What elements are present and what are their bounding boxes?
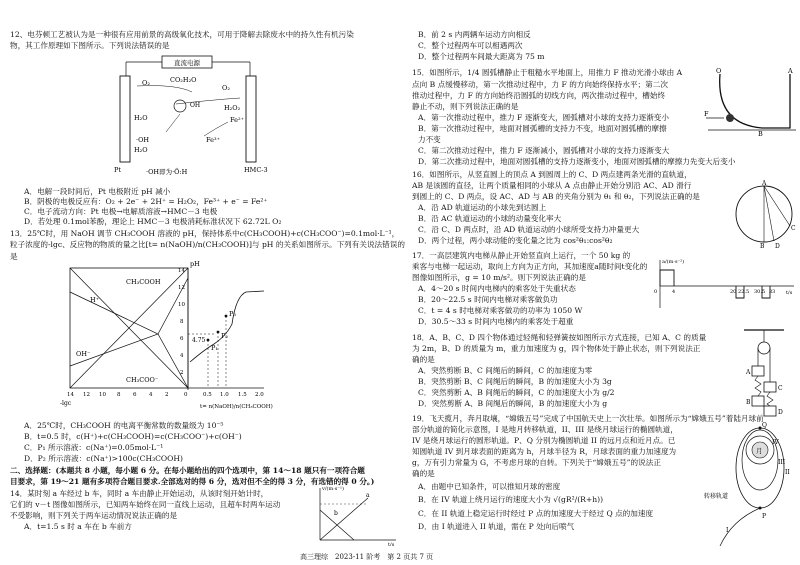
q19-stem-2: 部分轨道的简化示意图，I 是地月转移轨道，II、III 是绕月球运行的椭圆轨道， bbox=[412, 425, 678, 434]
phenol-ring-icon bbox=[174, 100, 186, 112]
q18-option-c: C．突然剪断 A、B 间绳后的瞬间，C 的加速度大小为 g/2 bbox=[418, 388, 615, 397]
q17-tlabel: t/s bbox=[786, 290, 793, 296]
q17-stem-2: 乘客与电梯一起运动，取向上方向为正方向，其加速度a随时间t变化的 bbox=[412, 262, 648, 271]
q14-option-a: A．t=1.5 s 时 a 车在 b 车前方 bbox=[24, 522, 132, 531]
q16-a: A bbox=[762, 180, 767, 187]
q12-power-label: 直流电源 bbox=[174, 59, 200, 67]
q15-option-b-2: 力不变 bbox=[418, 135, 441, 144]
q15-stem-2: 点向 B 点缓慢移动，第一次推动过程中，力 F 的方向始终保持水平；第二次 bbox=[412, 80, 668, 89]
q13-p2: P₂ bbox=[221, 332, 228, 340]
q13-rtick: 1.5 bbox=[238, 392, 247, 398]
page-footer: 高三理综 2023-11 阶考 第 2 页共 7 页 bbox=[300, 553, 434, 561]
q13-ph-figure bbox=[40, 258, 290, 418]
q17-ttick: 33 bbox=[769, 289, 776, 295]
q19-stem-6: 确的是 bbox=[412, 469, 435, 478]
q12-stem-2: 物，其工作原理如下图所示。下列说法错误的是 bbox=[10, 41, 170, 50]
q13-p3: P₃ bbox=[229, 310, 236, 318]
q13-p1: P₁ bbox=[211, 344, 218, 352]
q18-c: C bbox=[778, 385, 783, 392]
q19-iv: IV bbox=[772, 439, 779, 446]
q13-rtick: 1.0 bbox=[220, 392, 229, 398]
q17-ttick: 4 bbox=[672, 289, 676, 295]
q17-option-d: D．30.5～33 s 时间内电梯内的乘客处于超重 bbox=[418, 317, 574, 326]
q17-option-c: C．t = 4 s 时电梯对乘客做功的功率为 1050 W bbox=[418, 306, 583, 315]
q13-stem-3: 是 bbox=[10, 252, 18, 261]
svg-text:OH: OH bbox=[190, 102, 201, 109]
q15-arc-figure bbox=[702, 66, 798, 138]
q13-ltick: 2 bbox=[165, 392, 169, 398]
q13-left-ticks bbox=[67, 392, 188, 398]
q12-pt-label: Pt bbox=[114, 166, 121, 174]
q17-ttick: 20 bbox=[730, 289, 737, 295]
q14-option-d: D．整个过程两车间最大距离为 75 m bbox=[418, 52, 545, 61]
q15-option-c: C．第二次推动过程中，推力 F 逐渐减小，圆弧槽对小球的支持力逐渐变大 bbox=[418, 146, 670, 155]
q18-option-d: D．突然剪断 A、B 间绳后的瞬间，B 的加速度大小为 g bbox=[418, 399, 608, 408]
q12-option-a: A．电解一段时间后，Pt 电极附近 pH 减小 bbox=[24, 187, 171, 196]
q12-h2o2: H₂O₂ bbox=[224, 104, 241, 112]
section-2-heading-2: 目要求，第 19～21 题有多项符合题目要求.全部选对的得 6 分，选对但不全的得 3 分，有选错的得 0 分。) bbox=[10, 477, 375, 486]
q12-fe2: Fe²⁺ bbox=[230, 116, 245, 124]
q12-h2o-b: H₂O bbox=[134, 146, 148, 154]
q18-option-b: B．突然剪断 B、C 间绳后的瞬间，B 的加速度大小为 3g bbox=[418, 377, 612, 386]
q18-option-a: A．突然剪断 B、C 间绳后的瞬间，C 的加速度为零 bbox=[418, 366, 593, 375]
q16-stem-3: 到圆上的 C、D 两点，设 AC、AD 与 AB 的夹角分别为 θ₁ 和 θ₂，下列说法正确的是 bbox=[412, 192, 700, 201]
q15-option-d: D．第二次推动过程中，地面对圆弧槽的支持力逐渐变小，地面对圆弧槽的摩擦力先变大后变小 bbox=[418, 157, 736, 166]
q13-option-c: C．P₁ 所示溶液：c(Na⁺)=0.05mol·L⁻¹ bbox=[24, 443, 164, 452]
q17-option-b: B．20～22.5 s 时间内电梯对乘客做负功 bbox=[418, 295, 558, 304]
q15-stem-3: 推动过程中，力 F 的方向始终沿圆弧的切线方向，两次推动过程中，槽始终 bbox=[412, 91, 666, 100]
q19-track: 转移轨道 bbox=[704, 493, 729, 500]
q18-stem-1: 18．A、B、C、D 四个物体通过轻绳和轻弹簧按如图所示方式连接，已知 A、C 的质量 bbox=[412, 333, 707, 342]
q17-ttick: 0 bbox=[654, 289, 658, 295]
q13-ytick: 10 bbox=[178, 302, 185, 308]
q14-tlabel: t/s bbox=[388, 542, 395, 546]
q13-right-ticks bbox=[203, 392, 264, 398]
q12-co2-h2o: CO₂H₂O bbox=[170, 76, 197, 84]
q13-hplus: H⁺ bbox=[90, 296, 100, 304]
q13-ytick: 8 bbox=[180, 319, 184, 325]
q19-option-b: B．在 IV 轨道上绕月运行的速度大小为 √(gR²/(R+h)) bbox=[418, 495, 604, 504]
q16-option-a: A．沿 AD 轨道运动的小球先到达圆上 bbox=[418, 203, 547, 212]
q13-ltick: 8 bbox=[117, 392, 121, 398]
q19-i: I bbox=[726, 527, 729, 534]
q16-b: B bbox=[760, 243, 765, 248]
q12-option-c: C．电子流动方向：Pt 电极→电解质溶液→HMC－3 电极 bbox=[24, 207, 218, 216]
q15-option-b: B．第一次推动过程中，地面对圆弧槽的支持力不变，地面对圆弧槽的摩擦 bbox=[418, 124, 667, 133]
q13-ytick: 2 bbox=[180, 370, 184, 376]
q13-ltick: 0 bbox=[184, 392, 188, 398]
q18-b: B bbox=[746, 399, 751, 406]
q12-hmc-label: HMC-3 bbox=[244, 166, 268, 174]
q14-vt-figure bbox=[308, 484, 400, 546]
q13-option-b: B．t=0.5 时，c(H⁺)+c(CH₃COOH)=c(CH₃COO⁻)+c(OH⁻) bbox=[24, 432, 242, 441]
q15-f: F bbox=[704, 110, 709, 118]
q13-y-ticks bbox=[178, 268, 185, 376]
q19-orbit-figure bbox=[702, 420, 798, 548]
q13-ltick: 4 bbox=[149, 392, 153, 398]
q13-ltick: 6 bbox=[133, 392, 137, 398]
q15-option-a: A．第一次推动过程中，推力 F 逐渐变大，圆弧槽对小球的支持力逐渐变小 bbox=[418, 113, 669, 122]
q13-ytick: 12 bbox=[178, 285, 185, 291]
q13-ch3cooh: CH₃COOH bbox=[126, 278, 161, 286]
q19-option-a: A．由题中已知条件，可以推知月球的密度 bbox=[418, 482, 561, 491]
q13-ytick: 14 bbox=[178, 268, 185, 274]
section-2-heading-1: 二、选择题：(本题共 8 小题，每小题 6 分。在每小题给出的四个选项中，第 14～18 题只有一项符合题 bbox=[10, 466, 365, 475]
q18-stem-2: 为 2m，B、D 的质量为 m，重力加速度为 g，四个物体处于静止状态，则下列说法正 bbox=[412, 344, 701, 353]
q14-option-c: C．整个过程两车可以相遇两次 bbox=[418, 41, 523, 50]
q19-p: P bbox=[762, 513, 767, 520]
q19-stem-3: IV 是绕月球运行的圆形轨道。P、Q 分别为椭圆轨道 II 的远月点和近月点。已 bbox=[412, 436, 676, 445]
q16-option-c: C．沿 C、D 两点时，沿 AD 轨道运动的小球所受支持力冲量更大 bbox=[418, 225, 640, 234]
q16-option-b: B．沿 AC 轨道运动的小球的动量变化率大 bbox=[418, 214, 562, 223]
q16-d: D bbox=[775, 243, 780, 248]
q19-option-c: C．在 II 轨道上稳定运行时经过 P 点的加速度大于经过 Q 点的加速度 bbox=[418, 509, 654, 518]
q14-vlabel: v/(m·s⁻¹) bbox=[322, 486, 344, 492]
q14-line-b: b bbox=[334, 510, 338, 517]
q15-stem-4: 静止不动，则下列说法正确的是 bbox=[412, 102, 519, 111]
q19-stem-5: g，万有引力常量为 G，不考虑月球的自转。下列关于“嫦娥五号”的说法正 bbox=[412, 458, 661, 467]
q13-ltick: 10 bbox=[99, 392, 106, 398]
q19-ii: II bbox=[785, 469, 790, 476]
q18-a: A bbox=[746, 369, 751, 376]
q18-d: D bbox=[778, 409, 783, 416]
q13-ltick: 14 bbox=[67, 392, 74, 398]
q15-o: O bbox=[716, 67, 722, 75]
q13-ch3coo: CH₃COO⁻ bbox=[126, 376, 159, 384]
q12-oh: ·OH bbox=[136, 136, 150, 144]
q15-stem-1: 15．如图所示，1/4 圆弧槽静止于粗糙水平地面上，用推力 F 推动光滑小球由 A bbox=[412, 68, 683, 77]
q14-stem-2: 它们的 v－t 图像如图所示，已知两车始终在同一直线上运动，且超车时两车运动 bbox=[10, 500, 281, 509]
q13-rtick: 2.0 bbox=[255, 392, 264, 398]
q13-ylabel: pH bbox=[190, 260, 200, 268]
q19-stem-1: 19．飞天揽月，奔月取壤，“嫦娥五号”完成了中国航天史上一次壮举。如图所示为“嫦娥五号”着陆月球前 bbox=[412, 414, 764, 423]
q12-fe3: Fe³⁺ bbox=[206, 136, 221, 144]
q13-option-a: A．25℃时，CH₃COOH 的电离平衡常数的数量级为 10⁻⁵ bbox=[24, 421, 224, 430]
q12-electrolysis-figure bbox=[106, 52, 276, 180]
q13-stem-2: 粒子浓度的-lgc、反应物的物质的量之比[t= n(NaOH)/n(CH₃COOH)]与 pH 的关系如图所示。下列有关说法错误的 bbox=[10, 240, 405, 249]
q12-stem-1: 12、电芬顿工艺被认为是一种很有应用前景的高级氧化技术，可用于降解去除废水中的持久性有机污染 bbox=[10, 30, 354, 39]
q15-b: B bbox=[758, 130, 763, 138]
q13-option-d: D．P₂ 所示溶液：c(Na⁺)>100c(CH₃COOH) bbox=[24, 454, 183, 463]
q17-stem-1: 17．一高层建筑内电梯从静止开始竖直向上运行，一个 50 kg 的 bbox=[412, 251, 631, 260]
q16-circle-figure bbox=[730, 180, 798, 248]
q13-oh: OH⁻ bbox=[76, 350, 91, 358]
q16-option-d: D．两个过程，两小球动能的变化量之比为 cos²θ₁:cos²θ₂ bbox=[418, 236, 613, 245]
q14-option-b: B．前 2 s 内两辆车运动方向相反 bbox=[418, 30, 531, 39]
q16-c: C bbox=[791, 225, 796, 232]
q13-ytick: 6 bbox=[180, 336, 184, 342]
q15-a: A bbox=[788, 67, 793, 75]
q17-alabel: a/(m·s⁻²) bbox=[662, 259, 685, 265]
q19-iii: III bbox=[778, 459, 786, 466]
q13-stem-1: 13．25℃时，用 NaOH 调节 CH₃COOH 溶液的 pH，保持体系中c(CH₃COOH)+c(CH₃COO⁻)=0.1mol·L⁻¹， bbox=[10, 229, 400, 238]
q19-moon: 月 bbox=[756, 447, 763, 455]
q13-ymark: 4.75 bbox=[192, 337, 206, 344]
q13-ytick: 4 bbox=[180, 353, 184, 359]
q17-ttick: 22.5 bbox=[738, 289, 750, 295]
q19-stem-4: 知圆轨道 IV 到月球表面的距离为 h，月球半径为 R，月球表面的重力加速度为 bbox=[412, 447, 677, 456]
q12-o2-right: O₂ bbox=[222, 84, 230, 92]
q12-option-d: D．若处理 0.1mol苯酚，理论上 HMC－3 电极消耗标准状况下 62.72L O₂ bbox=[24, 217, 282, 226]
q12-h2o: H₂O bbox=[134, 114, 148, 122]
q17-stem-3: 图像如图所示，g = 10 m/s²。则下列说法正确的是 bbox=[412, 273, 586, 282]
q17-ttick: 30.5 bbox=[754, 289, 766, 295]
q16-stem-2: AB 是该圆的直径，让两个质量相同的小球从 A 点由静止开始分别沿 AC、AD 滑行 bbox=[412, 181, 692, 190]
q14-line-a: a bbox=[366, 492, 370, 499]
q18-pulley-figure bbox=[730, 326, 798, 420]
q19-q: Q bbox=[762, 422, 767, 429]
q13-ltick: 12 bbox=[83, 392, 90, 398]
q16-stem-1: 16．如图所示，从竖直圆上的顶点 A 到圆周上的 C、D 两点建两条光滑的直轨道， bbox=[412, 170, 692, 179]
q19-option-d: D．由 I 轨道进入 II 轨道，需在 P 处向后喷气 bbox=[418, 522, 575, 531]
q13-xlabel-right: t= n(NaOH)/n(CH₃COOH) bbox=[200, 404, 273, 410]
q14-stem-3: 不受影响，则下列关于两车运动情况说法正确的是 bbox=[10, 511, 178, 520]
q17-option-a: A．4～20 s 时间内电梯内的乘客处于失重状态 bbox=[418, 284, 576, 293]
q18-stem-3: 确的是 bbox=[412, 355, 435, 364]
q13-xlabel-left: -lgc bbox=[60, 400, 72, 407]
q17-at-figure bbox=[650, 256, 798, 312]
q12-option-b: B．阴极的电极反应有：O₂ + 2e⁻ + 2H⁺ = H₂O₂，Fe³⁺ + e⁻ = Fe²⁺ bbox=[24, 197, 268, 206]
q14-stem-1: 14．某时刻 a 车经过 b 车，同时 a 车由静止开始运动，从该时刻开始计时， bbox=[10, 489, 269, 498]
q12-oh-note: ·OH即为·Ö:H bbox=[146, 168, 188, 176]
q13-rtick: 0.5 bbox=[203, 392, 212, 398]
q12-o2-left: O₂ bbox=[142, 79, 150, 87]
